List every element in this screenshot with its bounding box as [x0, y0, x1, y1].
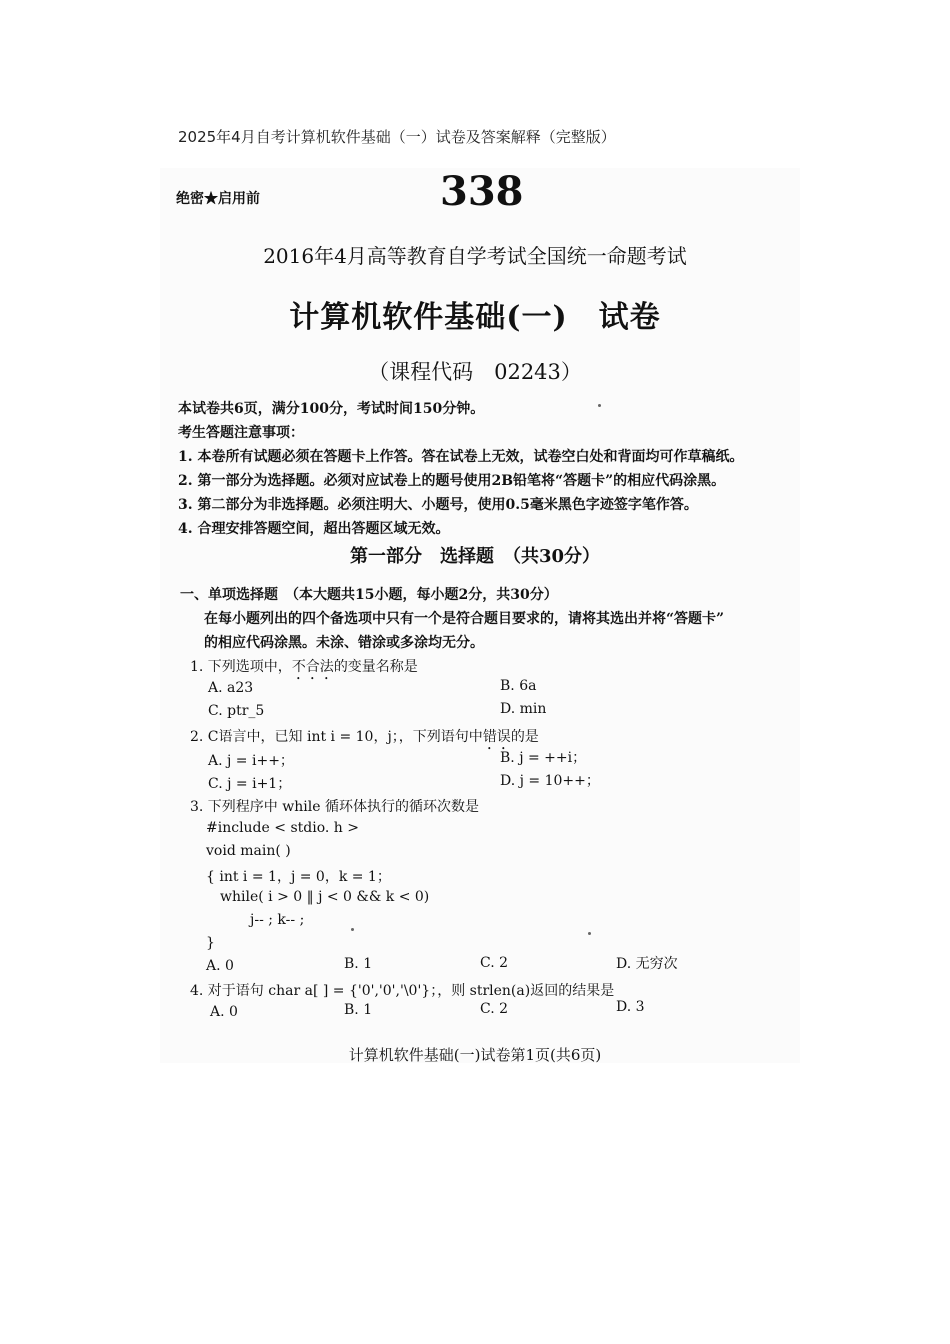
q4-option-b: B. 1 — [344, 1002, 373, 1018]
exam-title: 2016年4月高等教育自学考试全国统一命题考试 — [263, 244, 687, 268]
question-2 — [190, 726, 539, 753]
q2-option-b: B. j = ++i； — [500, 750, 587, 766]
question-2-stem-post: 的是 — [510, 729, 539, 745]
question-2-emphasis: 错误 — [482, 729, 511, 745]
question-1-stem-post: 的变量名称是 — [333, 659, 418, 675]
q1-option-c: C. ptr_5 — [208, 703, 265, 719]
q3-option-d: D. 无穷次 — [616, 956, 678, 972]
page-footer: 计算机软件基础(一)试卷第1页(共6页) — [348, 1046, 602, 1064]
instructions-line-2: 的相应代码涂黑。未涂、错涂或多涂均无分。 — [204, 635, 484, 651]
notice-heading: 考生答题注意事项： — [178, 425, 304, 441]
q4-option-c: C. 2 — [480, 1001, 509, 1017]
document-title: 2025年4月自考计算机软件基础（一）试卷及答案解释（完整版） — [178, 128, 616, 146]
q3-code-line-2: void main( ) — [206, 843, 291, 859]
scan-speck — [598, 404, 601, 407]
instructions-line-1: 在每小题列出的四个备选项中只有一个是符合题目要求的，请将其选出并将“答题卡” — [204, 611, 725, 627]
section-title: 第一部分 选择题 （共30分） — [349, 546, 601, 567]
scan-speck — [351, 928, 354, 931]
question-4: 4. 对于语句 char a[ ] = {'0','0','\0'}；，则 strlen(a)返回的结果是 — [190, 983, 615, 999]
q2-option-a: A. j = i++； — [208, 753, 294, 769]
q3-option-c: C. 2 — [480, 955, 509, 971]
q3-code-line-3: { int i = 1，j = 0，k = 1； — [206, 869, 391, 885]
notice-1: 1. 本卷所有试题必须在答题卡上作答。答在试卷上无效，试卷空白处和背面均可作草稿纸。 — [178, 449, 744, 465]
notice-3: 3. 第二部分为非选择题。必须注明大、小题号，使用0.5毫米黑色字迹签字笔作答。 — [178, 497, 698, 513]
q2-option-c: C. j = i+1； — [208, 776, 292, 792]
q1-option-a: A. a23 — [208, 680, 254, 696]
q2-option-d: D. j = 10++； — [500, 773, 600, 789]
question-2-stem-pre: 2. C语言中，已知 int i = 10，j；，下列语句中 — [190, 729, 483, 745]
q4-option-d: D. 3 — [616, 999, 645, 1015]
q3-code-line-6: } — [206, 935, 215, 951]
q3-code-line-1: #include < stdio. h > — [206, 820, 359, 836]
notice-4: 4. 合理安排答题空间，超出答题区域无效。 — [178, 521, 450, 537]
q1-option-b: B. 6a — [500, 678, 537, 694]
exam-info: 本试卷共6页，满分100分，考试时间150分钟。 — [178, 401, 485, 417]
q3-option-a: A. 0 — [206, 958, 234, 974]
part-heading: 一、单项选择题 （本大题共15小题，每小题2分，共30分） — [180, 587, 558, 603]
scan-speck — [588, 932, 591, 935]
q3-code-line-5: j-- ; k-- ; — [250, 912, 305, 928]
course-code: （课程代码 02243） — [368, 360, 582, 384]
notice-2: 2. 第一部分为选择题。必须对应试卷上的题号使用2B铅笔将“答题卡”的相应代码涂黑。 — [178, 473, 726, 489]
question-1 — [190, 656, 418, 683]
exam-code: 338 — [440, 168, 524, 215]
question-1-emphasis: 不合法 — [291, 659, 334, 675]
q3-option-b: B. 1 — [344, 956, 373, 972]
secret-label: 绝密★启用前 — [176, 191, 260, 207]
question-1-stem-pre: 1. 下列选项中， — [190, 659, 292, 675]
q3-code-line-4: while( i > 0 ‖ j < 0 && k < 0) — [220, 889, 430, 905]
question-3: 3. 下列程序中 while 循环体执行的循环次数是 — [190, 799, 479, 815]
paper-title: 计算机软件基础(一) 试卷 — [289, 300, 661, 335]
q4-option-a: A. 0 — [210, 1004, 238, 1020]
q1-option-d: D. min — [500, 701, 547, 717]
